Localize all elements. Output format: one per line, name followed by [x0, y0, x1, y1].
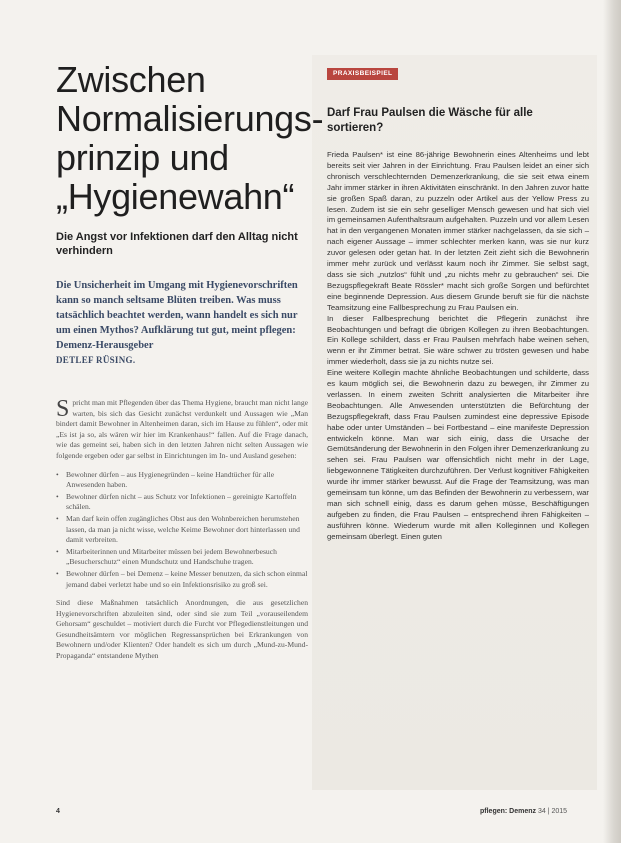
box-title: Darf Frau Paulsen die Wäsche für alle sortieren? [327, 107, 533, 134]
page-number: 4 [56, 808, 60, 815]
box-paragraph: Frieda Paulsen* ist eine 86-jährige Bewohnerin eines Altenheims und lebt bereits seit vier Jahren in der Einrichtung. Frau Paulsen leidet an einer sich chronisch verschlechternden Demenzerkrankung, die sie seit etwa einem Jahr immer stärker in ihren Aktivitäten einschränkt. In den Jahren zuvor hatte sie großen Spaß daran, zu puzzeln oder Artikel aus der Yellow Press zu lesen. Zudem ist sie ein sehr geselliger Mensch gewesen und hat sich viel im gemeinsamen Aufenthaltsraum aufgehalten. Puzzeln und vor allem Lesen hat in den vergangenen Monaten immer stärker nachgelassen, da sie sich – nach eigener Aussage – immer schlechter merken kann, was sie nur kurz zuvor gelesen oder getan hat. In der letzten Zeit zieht sich die Bewohnerin immer mehr zurück und verlässt kaum noch ihr Zimmer. Sie selbst sagt, dass sie sich „nutzlos“ fühlt und „zu nichts mehr zu gebrauchen“ sei. Die Bezugspflegekraft Beate Rössler* macht sich große Sorgen und befürchtet eine beginnende Depression. Aus diesem Grunde beruft sie für die nächste Teamsitzung eine Fallbesprechung zu Frau Paulsen ein. [327, 150, 589, 312]
footer-magazine [480, 808, 567, 815]
box-paragraph: In dieser Fallbesprechung berichtet die Pflegerin zunächst ihre Beobachtungen und befragt die übrigen Kollegen zu ihren Beobachtungen. Ein Kollege schildert, dass er Frau Paulsen mehrfach habe weinen sehen, wenn er ihr Zimmer betrat. Sie wäre schwer zu trösten gewesen und habe immer wiederholt, dass sie ja zu nichts nutze sei. [327, 313, 589, 367]
drop-cap: S [56, 396, 70, 422]
list-item: • Man darf kein offen zugängliches Obst aus den Wohnbereichen herumstehen lassen, da man ja nicht wisse, welche Keime Bewohner dort hinterlassen und damit verbreiten. [56, 514, 308, 546]
box-paragraph: Eine weitere Kollegin machte ähnliche Beobachtungen und schilderte, dass es kaum möglich sei, die Bewohnerin dazu zu bewegen, ihr Zimmer zu verlassen. In einem zweiten Schritt analysierten die Mitarbeiter ihre Beobachtungen. Alle Anwesenden unterstützten die Befürchtung der Bezugspflegekraft, dass Frau Paulsen zumindest eine depressive Episode habe oder unter Umständen – bei Fortbestand – eine manifeste Depression entwickeln könne. Man war sich einig, dass die Ursache der Gemütsänderung der Bewohnerin in den Folgen ihrer Demenzerkrankung zu sehen sei. Frau Paulsen war offensichtlich nicht mehr in der Lage, liebgewonnene Tätigkeiten durchzuführen. Der Verlust kognitiver Fähigkeiten wurde ihr immer stärker bewusst. Auf die Frage der Teamsitzung, was man gemeinsam tun könne, um das Befinden der Bewohnerin zu verbessern, war man sich schnell einig, dass es darum gehen müsse, Beschäftigungen aufgeben zu finden, die Frau Paulsen – entsprechend ihren Fähigkeiten – ausführen könne. Wiederum wurde mit allen Kolleginnen und Kollegen gemeinsam überlegt. Einen guten [327, 368, 589, 541]
lead-paragraph [56, 398, 308, 462]
list-item: • Mitarbeiterinnen und Mitarbeiter müssen bei jedem Bewohnerbesuch „Besucherschutz“ einen Mundschutz und Handschuhe tragen. [56, 547, 308, 568]
article-subtitle: Die Angst vor Infektionen darf den Alltag nicht verhindern [56, 231, 298, 257]
list-item: • Bewohner dürfen – bei Demenz – keine Messer benutzen, da sich schon einmal jemand dabei verletzt habe und so ein Infektionsrisiko zu groß sei. [56, 569, 308, 590]
closing-paragraph: Sind diese Maßnahmen tatsächlich Anordnungen, die aus gesetzlichen Hygienevorschriften abzuleiten sind, oder sind sie zum Teil „vorauseilendem Gehorsam“ geschuldet – motiviert durch die Furcht vor Pflegedienstleitungen und Gesundheitsämtern vor möglichen Regressansprüchen bei Erkrankungen von Bewohnern und/oder Klienten? Oder handelt es sich um durch „Mund-zu-Mund-Propaganda“ entstandene Mythen [56, 598, 308, 661]
page-edge-shadow [603, 0, 621, 843]
list-item: • Bewohner dürfen nicht – aus Schutz vor Infektionen – gereinigte Kartoffeln schälen. [56, 492, 308, 513]
case-example-box [327, 62, 589, 543]
issue-number: 34 | 2015 [537, 808, 568, 815]
intro-text: Die Unsicherheit im Umgang mit Hygienevorschriften kann so manch seltsame Blüten treiben. Was muss tatsächlich beachtet werden, wann handelt es sich nur um einen Mythos? Aufklärung tut gut, meint pflegen: Demenz-Herausgeber [56, 280, 298, 351]
title-line: „Hygienewahn“ [56, 176, 295, 217]
category-badge: PRAXISBEISPIEL [327, 68, 398, 80]
box-body [327, 150, 589, 543]
title-line: Normalisierungs- [56, 98, 324, 139]
article-column [56, 59, 324, 662]
title-line: prinzip und [56, 137, 229, 178]
intro-author: DETLEF RÜSING. [56, 355, 136, 365]
article-intro [56, 278, 308, 368]
list-item: • Bewohner dürfen – aus Hygienegründen – keine Handtücher für alle Anwesenden haben. [56, 470, 308, 491]
lead-text: pricht man mit Pflegenden über das Thema Hygiene, braucht man nicht lange warten, bis sich das Gesicht zunächst verdunkelt und Aussagen wie „Man bindert damit Bewohner in Altenheimen daran, sich im Hause zu fühlen“, oder mit „Es ist ja so, als wären wir hier im Krankenhaus!“ fallen. Auf die Frage danach, wie das gemeint sei, haben sich in den letzten Jahren nicht selten Aussagen wie folgende ergeben oder gar selbst in Einrichtungen im In- und Ausland gesehen: [56, 398, 308, 460]
article-title [56, 59, 324, 217]
magazine-name: pflegen: Demenz [480, 808, 537, 815]
title-line: Zwischen [56, 59, 206, 100]
myth-list [56, 470, 308, 591]
